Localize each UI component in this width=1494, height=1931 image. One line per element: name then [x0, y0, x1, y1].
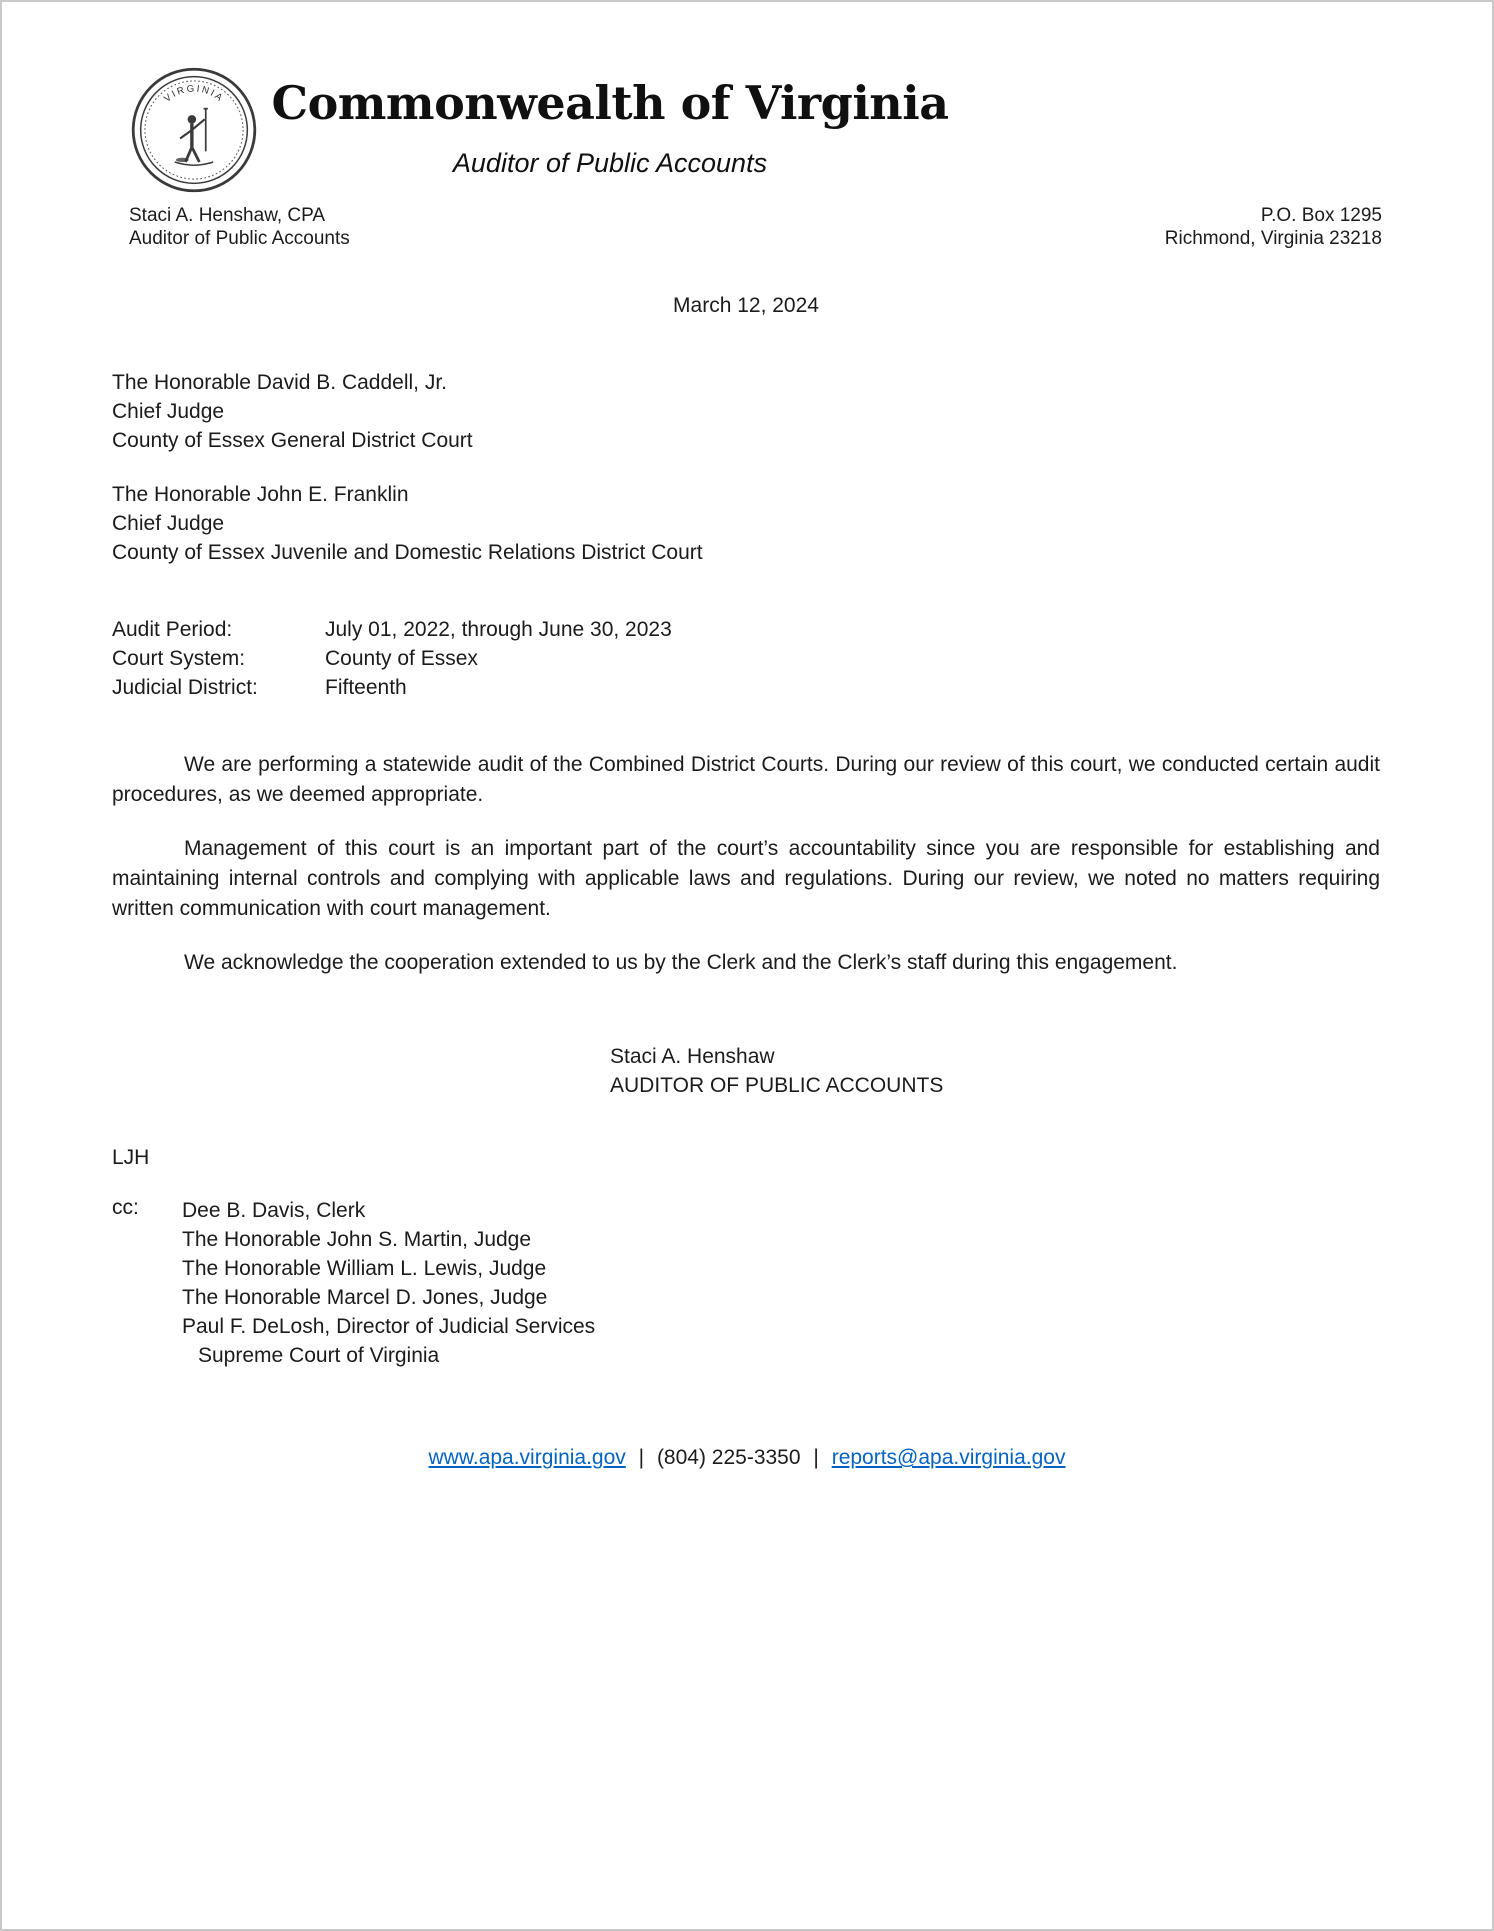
- office-address: [1165, 204, 1382, 250]
- phone-number: (804) 225-3350: [656, 1446, 801, 1469]
- footer-separator: |: [638, 1446, 645, 1469]
- info-value: County of Essex: [325, 647, 478, 670]
- paragraph-3: We acknowledge the cooperation extended to us by the Clerk and the Clerk’s staff during this engagement.: [184, 951, 1178, 974]
- letter-date: March 12, 2024: [673, 294, 819, 317]
- seal-figure: [175, 109, 213, 166]
- website-link[interactable]: www.apa.virginia.gov: [428, 1446, 626, 1469]
- paragraph-1: We are performing a statewide audit of the Combined District Courts. During our review of this court, we conducted certain audit procedures, as we deemed appropriate.: [112, 753, 1380, 806]
- cc-item: The Honorable William L. Lewis, Judge: [182, 1257, 547, 1280]
- recipient-title: Chief Judge: [112, 512, 225, 535]
- letter-content: [112, 294, 1380, 1370]
- virginia-state-seal-icon: [130, 66, 258, 194]
- signature-block: [610, 1042, 1380, 1100]
- info-label: Judicial District:: [112, 676, 258, 699]
- info-value: Fifteenth: [325, 676, 407, 699]
- info-label: Audit Period:: [112, 618, 233, 641]
- cc-block: [112, 1196, 1380, 1370]
- cc-sub-item: Supreme Court of Virginia: [198, 1344, 440, 1367]
- recipient-title: Chief Judge: [112, 400, 225, 423]
- info-row-audit-period: [112, 615, 1380, 644]
- auditor-title: Auditor of Public Accounts: [129, 228, 350, 249]
- po-box: P.O. Box 1295: [1260, 205, 1382, 226]
- typist-initials: LJH: [112, 1146, 150, 1169]
- recipient-block-2: [112, 480, 1380, 567]
- recipient-court: County of Essex Juvenile and Domestic Relations District Court: [112, 541, 703, 564]
- footer-separator: |: [813, 1446, 819, 1469]
- paragraph-2: Management of this court is an important part of the court’s accountability since you are responsible for establishing and maintaining internal controls and complying with applicable laws and regulations. During our review, we noted no matters requiring written communication with court management.: [112, 837, 1380, 920]
- cc-item: The Honorable Marcel D. Jones, Judge: [182, 1286, 548, 1309]
- letter-paragraphs: [112, 750, 1380, 978]
- info-value: July 01, 2022, through June 30, 2023: [325, 618, 672, 641]
- auditor-name: Staci A. Henshaw, CPA: [129, 205, 326, 226]
- cc-item: Dee B. Davis, Clerk: [182, 1199, 366, 1222]
- signer-title: AUDITOR OF PUBLIC ACCOUNTS: [610, 1074, 944, 1097]
- audit-info-block: [112, 615, 1380, 702]
- cc-item: Paul F. DeLosh, Director of Judicial Services: [182, 1315, 596, 1338]
- email-link[interactable]: reports@apa.virginia.gov: [831, 1446, 1066, 1469]
- recipient-block-1: [112, 368, 1380, 455]
- recipient-name: The Honorable John E. Franklin: [112, 483, 409, 506]
- info-label: Court System:: [112, 647, 246, 670]
- cc-item: The Honorable John S. Martin, Judge: [182, 1228, 532, 1251]
- cc-list: [182, 1196, 595, 1370]
- info-row-court-system: [112, 644, 1380, 673]
- signer-name: Staci A. Henshaw: [610, 1045, 775, 1068]
- recipient-court: County of Essex General District Court: [112, 429, 473, 452]
- org-name: Commonwealth of Virginia: [271, 76, 949, 130]
- info-row-judicial-district: [112, 673, 1380, 702]
- seal-top-text: VIRGINIA: [162, 83, 226, 105]
- cc-label: cc:: [112, 1196, 139, 1219]
- letterhead-title-block: [250, 76, 970, 179]
- recipient-name: The Honorable David B. Caddell, Jr.: [112, 371, 448, 394]
- letterhead-contact-row: [129, 204, 1382, 250]
- letter-footer: [2, 1446, 1492, 1470]
- city-state-zip: Richmond, Virginia 23218: [1164, 228, 1382, 249]
- auditor-contact: [129, 204, 350, 250]
- org-subtitle: Auditor of Public Accounts: [452, 148, 768, 178]
